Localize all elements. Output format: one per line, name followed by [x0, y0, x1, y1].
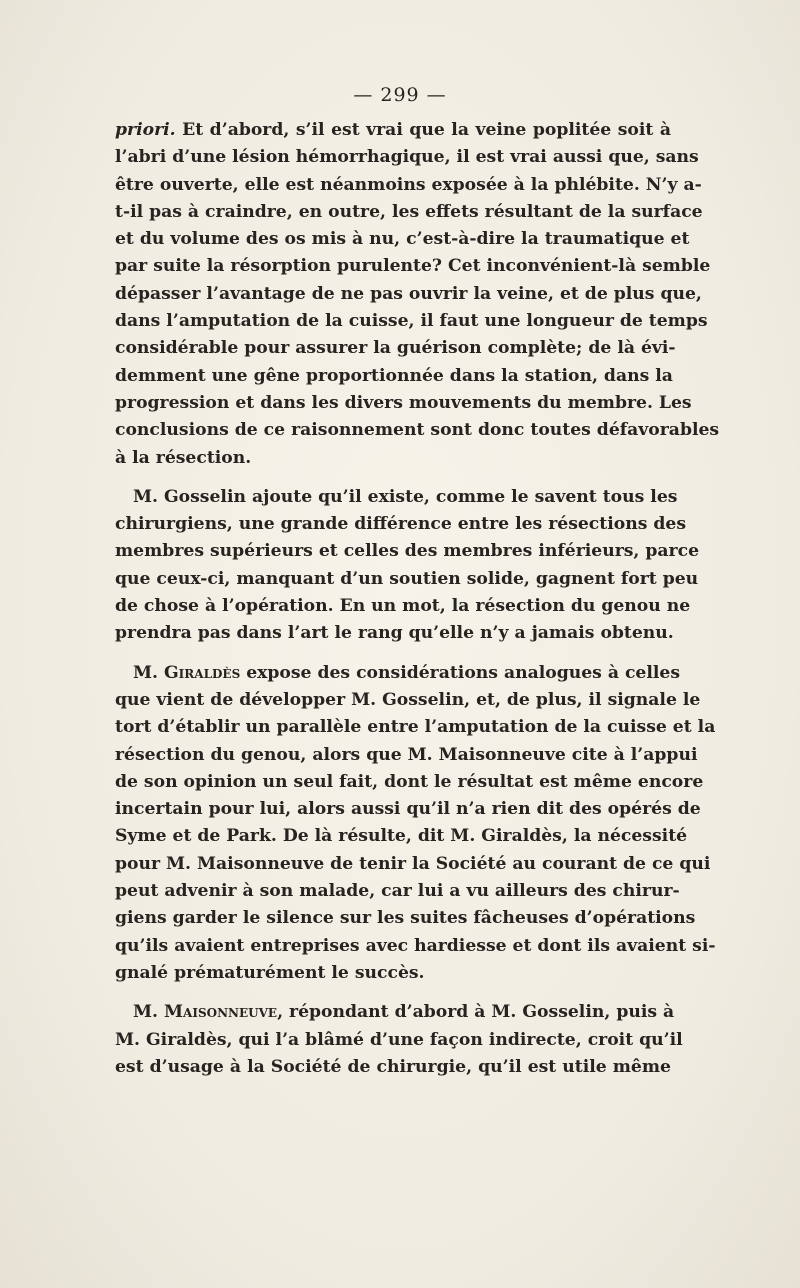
text-line: prendra pas dans l’art le rang qu’elle n’y a jamais obtenu. [115, 623, 674, 644]
text-line: résection du genou, alors que M. Maisonneuve cite à l’appui [115, 744, 698, 765]
speaker-name: Maisonneuve [164, 1002, 278, 1023]
body-text [115, 117, 720, 1081]
text-line: peut advenir à son malade, car lui a vu ailleurs des chirur- [115, 881, 680, 902]
text-line: que ceux-ci, manquant d’un soutien solide, gagnent fort peu [115, 568, 699, 589]
text-line: giens garder le silence sur les suites fâcheuses d’opérations [115, 908, 696, 929]
text-line: considérable pour assurer la guérison complète; de là évi- [115, 338, 676, 359]
paragraph [115, 117, 720, 472]
text-line [115, 999, 675, 1026]
text-line [115, 660, 681, 687]
text-line: chirurgiens, une grande différence entre les résections des [115, 514, 686, 535]
text-line: par suite la résorption purulente? Cet inconvénient-là semble [115, 256, 711, 277]
line-lead: M. [133, 1002, 164, 1023]
paragraph [115, 660, 716, 988]
text-line [115, 117, 671, 144]
text-line: demment une gêne proportionnée dans la station, dans la [115, 365, 673, 386]
text-line: Syme et de Park. De là résulte, dit M. Giraldès, la nécessité [115, 826, 688, 847]
text-line: M. Giraldès, qui l’a blâmé d’une façon indirecte, croit qu’il [115, 1029, 683, 1050]
text-line: progression et dans les divers mouvements du membre. Les [115, 392, 692, 413]
text-line: de chose à l’opération. En un mot, la résection du genou ne [115, 596, 691, 617]
page-number: — 299 — [353, 84, 447, 106]
speaker-name: Giraldès [164, 662, 241, 683]
line-text: Et d’abord, s’il est vrai que la veine poplitée soit à [175, 120, 671, 140]
text-line: gnalé prématurément le succès. [115, 962, 425, 983]
text-line: est d’usage à la Société de chirurgie, qu’il est utile même [115, 1056, 671, 1077]
text-line: M. Gosselin ajoute qu’il existe, comme le savent tous les [133, 486, 678, 507]
italic-word: priori. [115, 120, 176, 140]
line-text: , répondant d’abord à M. Gosselin, puis à [277, 1002, 675, 1023]
text-line: qu’ils avaient entreprises avec hardiesse et dont ils avaient si- [115, 935, 716, 956]
text-line: de son opinion un seul fait, dont le résultat est même encore [115, 771, 704, 792]
text-line: à la résection. [115, 447, 252, 468]
text-line: t-il pas à craindre, en outre, les effets résultant de la surface [115, 201, 703, 222]
text-line: que vient de développer M. Gosselin, et, de plus, il signale le [115, 689, 701, 710]
text-line: membres supérieurs et celles des membres inférieurs, parce [115, 541, 700, 562]
text-line: dans l’amputation de la cuisse, il faut une longueur de temps [115, 311, 708, 332]
text-line: dépasser l’avantage de ne pas ouvrir la veine, et de plus que, [115, 283, 702, 304]
line-lead: M. [133, 662, 164, 683]
text-line: conclusions de ce raisonnement sont donc toutes défavorables [115, 420, 720, 441]
text-line: et du volume des os mis à nu, c’est-à-dire la traumatique et [115, 229, 690, 250]
text-line: l’abri d’une lésion hémorrhagique, il est vrai aussi que, sans [115, 147, 699, 168]
text-line: pour M. Maisonneuve de tenir la Société au courant de ce qui [115, 853, 711, 874]
paragraph [115, 999, 683, 1081]
paragraph [115, 484, 700, 648]
text-line: incertain pour lui, alors aussi qu’il n’a rien dit des opérés de [115, 799, 701, 820]
text-line: être ouverte, elle est néanmoins exposée à la phlébite. N’y a- [115, 174, 702, 195]
text-line: tort d’établir un parallèle entre l’amputation de la cuisse et la [115, 717, 716, 738]
line-text: expose des considérations analogues à celles [240, 662, 681, 683]
